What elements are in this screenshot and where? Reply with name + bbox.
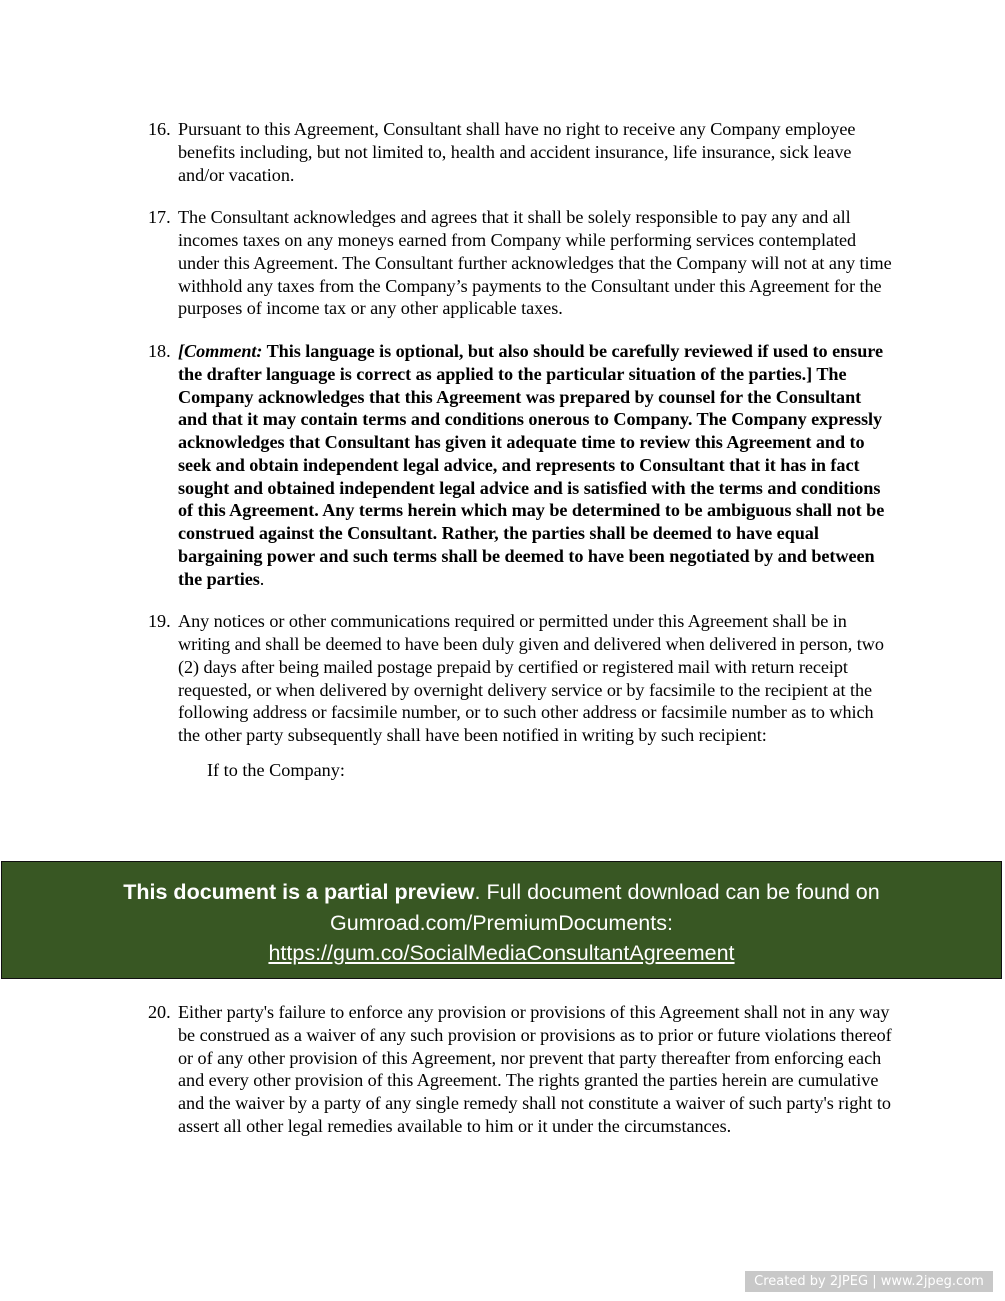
clause-body: This language is optional, but also should be carefully reviewed if used to ensure the drafter language is correct as applied to the particular situation of the parties.] The Company acknowledges that this Agreement was prepared by counsel for the Consultant and that it may contain terms and conditions onerous to Company. The Company expressly acknowledges that Consultant has given it adequate time to review this Agreement and to seek and obtain independent legal advice, and represents to Consultant that it has in fact sought and obtained independent legal advice and is satisfied with the terms and conditions of this Agreement. Any terms herein which may be determined to be ambiguous shall not be construed against the Consultant. Rather, the parties shall be deemed to have equal bargaining power and such terms shall be deemed to have been negotiated by and between the parties [178, 341, 885, 589]
comment-label: [Comment: [178, 341, 263, 361]
document-body [148, 118, 893, 782]
clause-text: Any notices or other communications required or permitted under this Agreement shall be in writing and shall be deemed to have been duly given and delivered when delivered in person, two (2) days after being mailed postage prepaid by certified or registered mail with return receipt requested, or when delivered by overnight delivery service or by facsimile to the recipient at the following address or facsimile number, or to such other address or facsimile number as to which the other party subsequently shall have been notified in writing by such recipient: [178, 611, 884, 745]
clause-19 [148, 610, 893, 747]
clause-number: 19. [148, 611, 171, 632]
address-label: If to the Company: [207, 759, 345, 780]
clause-tail: . [259, 568, 265, 589]
clause-text: Either party's failure to enforce any provision or provisions of this Agreement shall not in any way be construed as a waiver of any such provision or provisions as to prior or future violations thereof or of any other provision of this Agreement, nor prevent that party thereafter from enforcing each and every other provision of this Agreement. The rights granted the parties herein are cumulative and the waiver by a party of any single remedy shall not constitute a waiver of such party's right to assert all other legal remedies available to him or it under the circumstances. [178, 1002, 892, 1136]
clause-number: 20. [148, 1002, 171, 1022]
banner-text: . Full document download can be found on [474, 880, 880, 904]
clause-18 [148, 340, 893, 590]
clause-text [178, 341, 884, 589]
watermark: Created by 2JPEG | www.2jpeg.com [745, 1271, 993, 1292]
banner-line-2: Gumroad.com/PremiumDocuments: [330, 910, 673, 935]
banner-line-3 [2, 938, 1001, 969]
clause-number: 18. [148, 341, 171, 361]
partial-preview-banner [1, 861, 1002, 979]
clause-17 [148, 206, 893, 320]
banner-bold-text: This document is a partial preview [123, 880, 475, 904]
document-body-continued [148, 1001, 893, 1158]
clause-text: Pursuant to this Agreement, Consultant shall have no right to receive any Company employee benefits including, but not limited to, health and accident insurance, life insurance, sick leave and/or vacation. [178, 119, 856, 185]
clause-16 [148, 118, 893, 186]
clause-number: 16. [148, 119, 171, 139]
download-link[interactable]: https://gum.co/SocialMediaConsultantAgreement [268, 941, 735, 965]
clause-number: 17. [148, 207, 171, 228]
clause-20 [148, 1001, 893, 1138]
clause-text: The Consultant acknowledges and agrees that it shall be solely responsible to pay any and all incomes taxes on any moneys earned from Company while performing services contemplated under this Agreement. The Consultant further acknowledges that the Company will not at any time withhold any taxes from the Company’s payments to the Consultant under this Agreement for the purposes of income tax or any other applicable taxes. [178, 207, 892, 319]
banner-line-1 [2, 877, 1001, 908]
